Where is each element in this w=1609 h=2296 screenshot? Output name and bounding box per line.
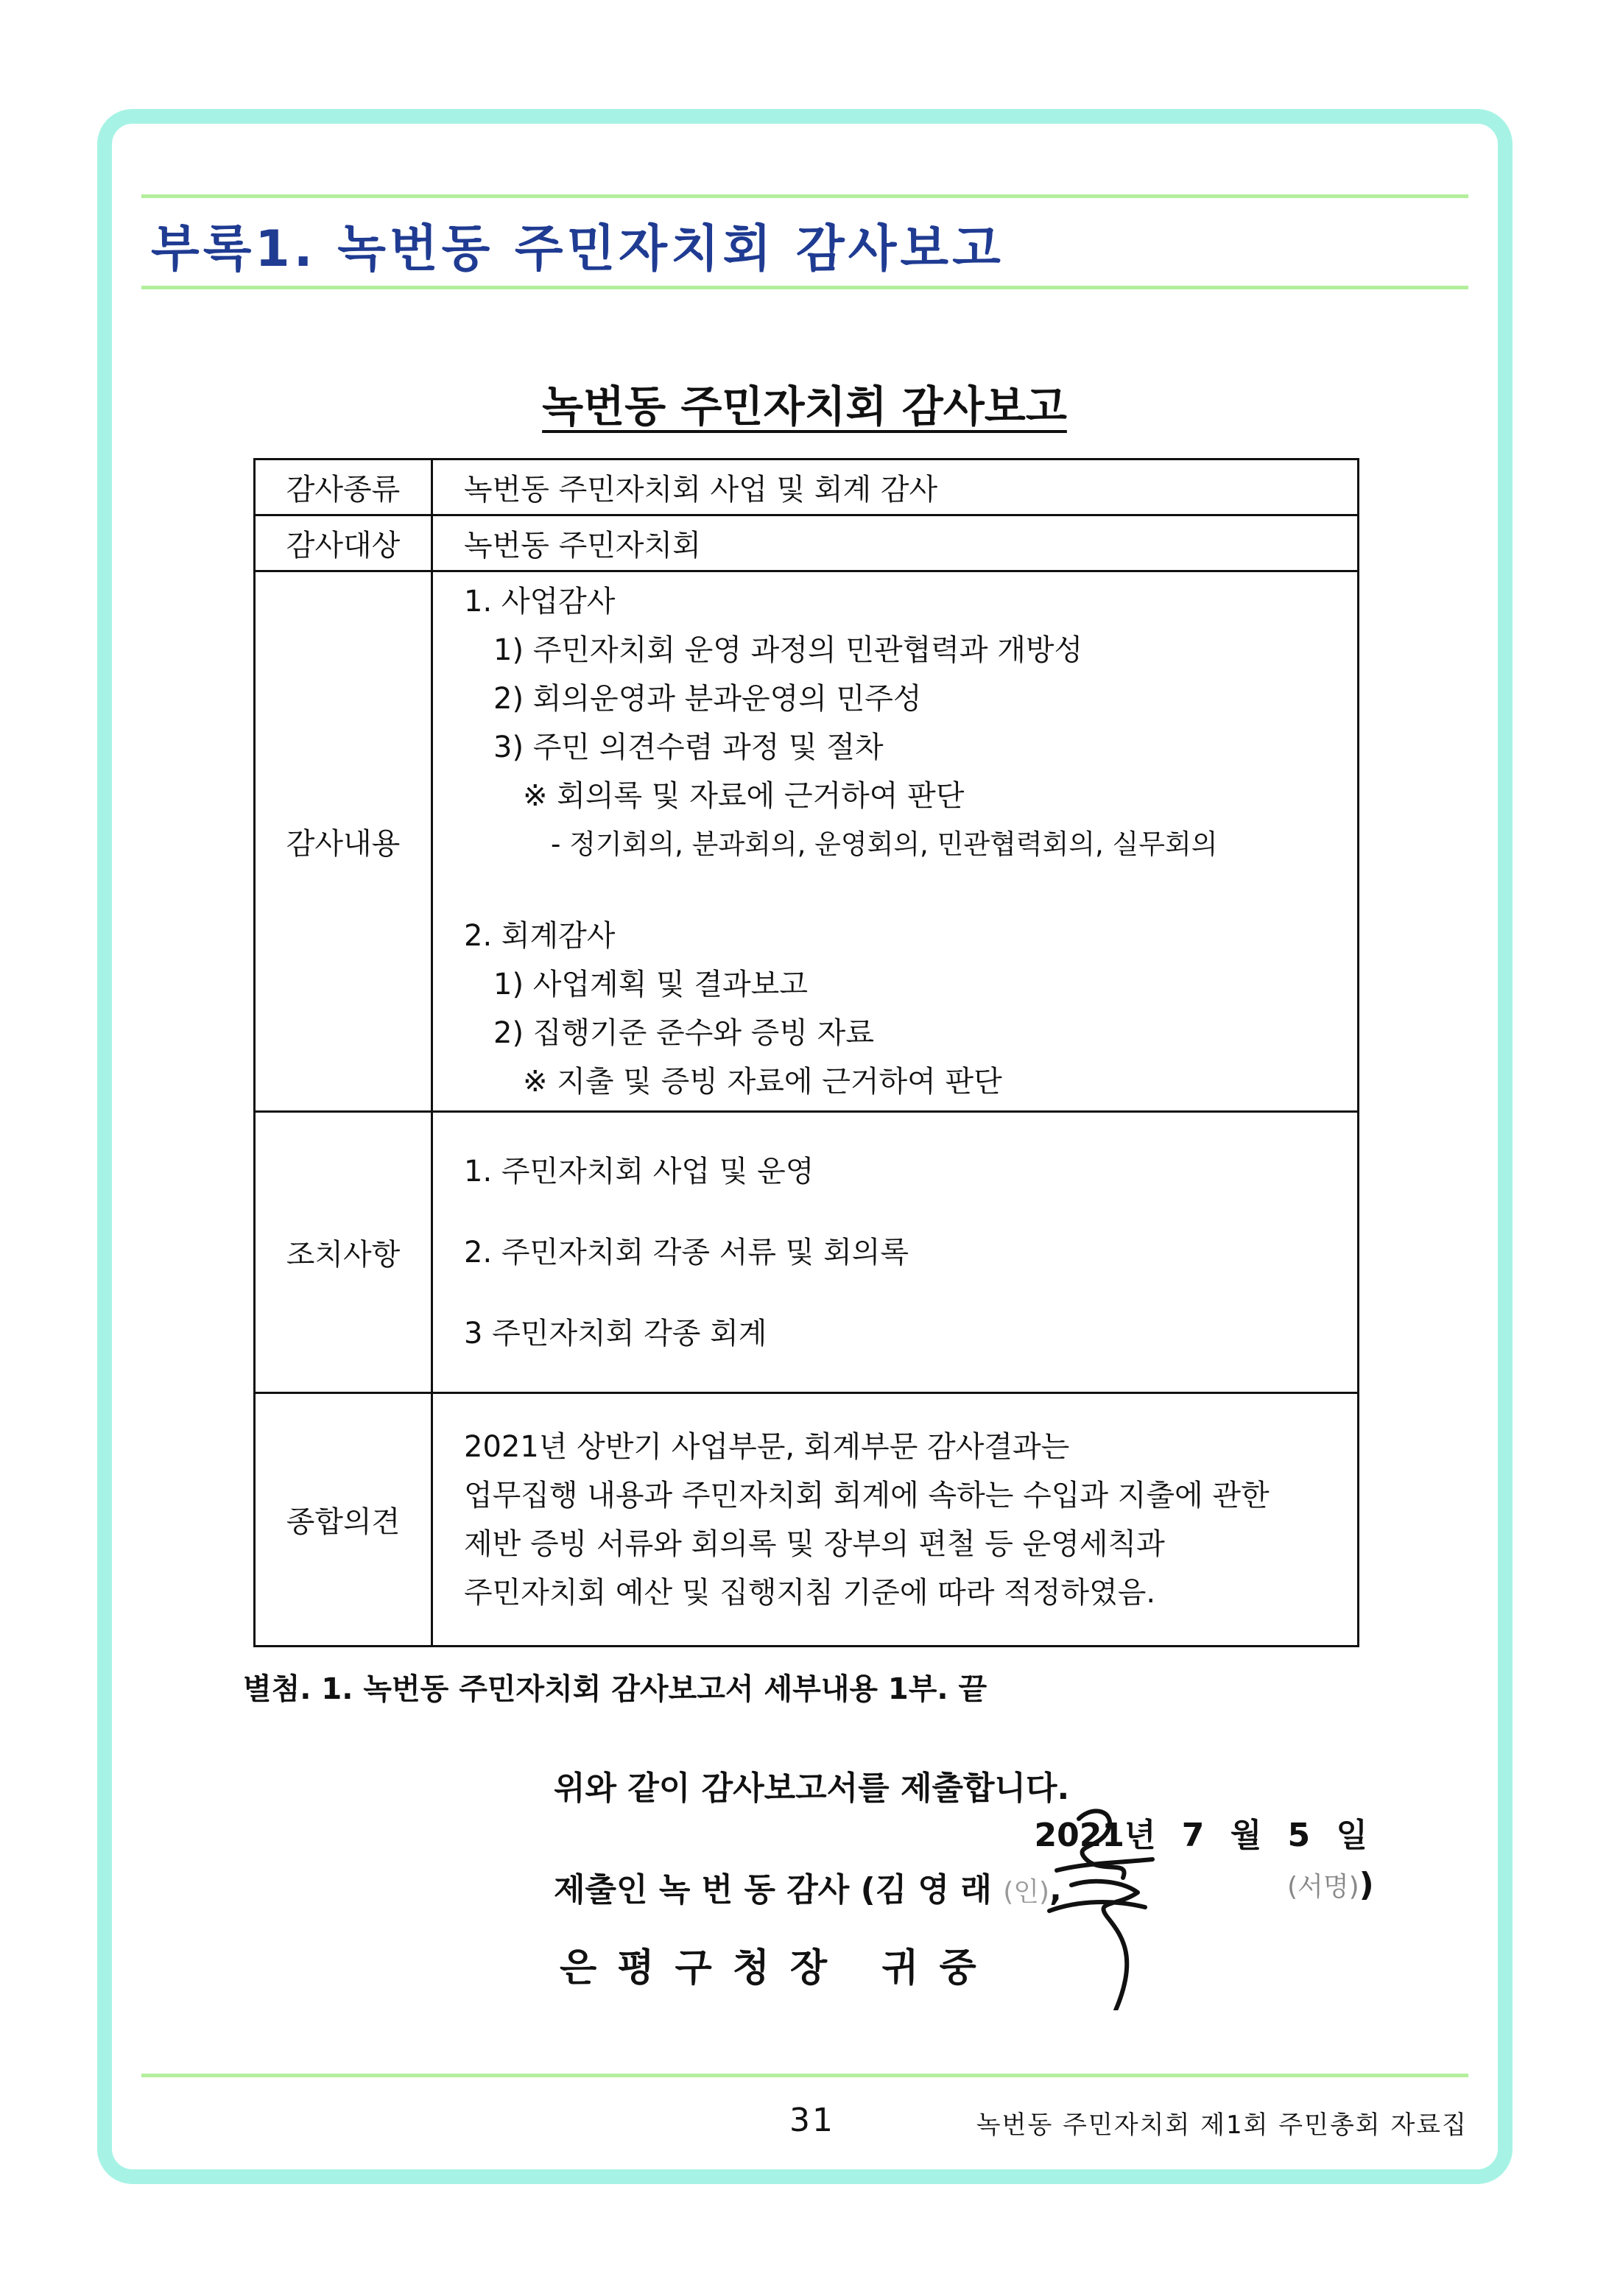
content-line: 1) 사업계획 및 결과보고 [493, 967, 808, 1001]
actions-cell [432, 1112, 1359, 1393]
audit-target-label: 감사대상 [255, 515, 432, 571]
content-line: 3) 주민 의견수렴 과정 및 절차 [493, 730, 884, 764]
actions-label: 조치사항 [255, 1112, 432, 1393]
handwritten-signature [1027, 1789, 1160, 2010]
audit-target-value: 녹번동 주민자치회 [432, 515, 1359, 571]
recipient-line: 은평구청장 귀중 [560, 1946, 997, 1990]
content-line: - 정기회의, 분과회의, 운영회의, 민관협력회의, 실무회의 [551, 828, 1218, 860]
audit-type-value: 녹번동 주민자치회 사업 및 회계 감사 [432, 459, 1359, 515]
content-line: 1) 주민자치회 운영 과정의 민관협력과 개방성 [493, 633, 1083, 667]
submitter-line [554, 1863, 1062, 1910]
row-overall [255, 1393, 1359, 1647]
attachment-note: 별첨. 1. 녹번동 주민자치회 감사보고서 세부내용 1부. 끝 [243, 1672, 987, 1706]
content-line: 1. 사업감사 [464, 584, 616, 619]
action-line: 3 주민자치회 각종 회계 [464, 1316, 767, 1351]
audit-report-table [253, 458, 1359, 1647]
sign-label: (서명) [1287, 1872, 1359, 1902]
overall-line: 2021년 상반기 사업부문, 회계부문 감사결과는 [464, 1429, 1070, 1464]
closing-statement: 위와 같이 감사보고서를 제출합니다. [554, 1769, 1070, 1807]
row-audit-target [255, 515, 1359, 571]
content-line: 2) 집행기준 준수와 증빙 자료 [493, 1015, 874, 1050]
document-title-text: 녹번동 주민자치회 감사보고 [542, 381, 1067, 432]
header-bottom-rule [141, 286, 1468, 289]
action-line: 1. 주민자치회 사업 및 운영 [464, 1154, 814, 1189]
action-line: 2. 주민자치회 각종 서류 및 회의록 [464, 1235, 909, 1270]
audit-content-label: 감사내용 [255, 571, 432, 1112]
row-audit-content [255, 571, 1359, 1112]
row-actions [255, 1112, 1359, 1393]
submitter-comma: , [1049, 1871, 1062, 1909]
audit-content-cell [432, 571, 1359, 1112]
content-gap [464, 869, 1342, 912]
content-line: ※ 지출 및 증빙 자료에 근거하여 판단 [523, 1064, 1002, 1099]
content-line: ※ 회의록 및 자료에 근거하여 판단 [523, 778, 965, 813]
overall-line: 제반 증빙 서류와 회의록 및 장부의 편철 등 운영세칙과 [464, 1526, 1165, 1561]
submitter-prefix: 제출인 녹 번 동 감사 (김 영 래 [554, 1871, 992, 1909]
footer-rule [141, 2074, 1468, 2077]
content-line: 2) 회의운영과 분과운영의 민주성 [493, 681, 922, 716]
page-number: 31 [789, 2102, 835, 2139]
overall-label: 종합의견 [255, 1393, 432, 1647]
header-top-rule [141, 194, 1468, 198]
content-line: 2. 회계감사 [464, 918, 616, 953]
footer-label: 녹번동 주민자치회 제1회 주민총회 자료집 [976, 2110, 1468, 2140]
row-audit-type [255, 459, 1359, 515]
submitter-close: ) [1359, 1866, 1374, 1904]
submission-date: 2021년 7 월 5 일 [1034, 1817, 1367, 1854]
sign-placeholder [1287, 1866, 1374, 1904]
overall-cell [432, 1393, 1359, 1647]
seal-placeholder: (인) [1003, 1877, 1050, 1907]
section-title: 부록1. 녹번동 주민자치회 감사보고 [151, 220, 1004, 278]
audit-type-label: 감사종류 [255, 459, 432, 515]
overall-line: 업무집행 내용과 주민자치회 회계에 속하는 수입과 지출에 관한 [464, 1478, 1270, 1513]
document-title [0, 372, 1609, 434]
overall-line: 주민자치회 예산 및 집행지침 기준에 따라 적정하였음. [464, 1575, 1156, 1610]
